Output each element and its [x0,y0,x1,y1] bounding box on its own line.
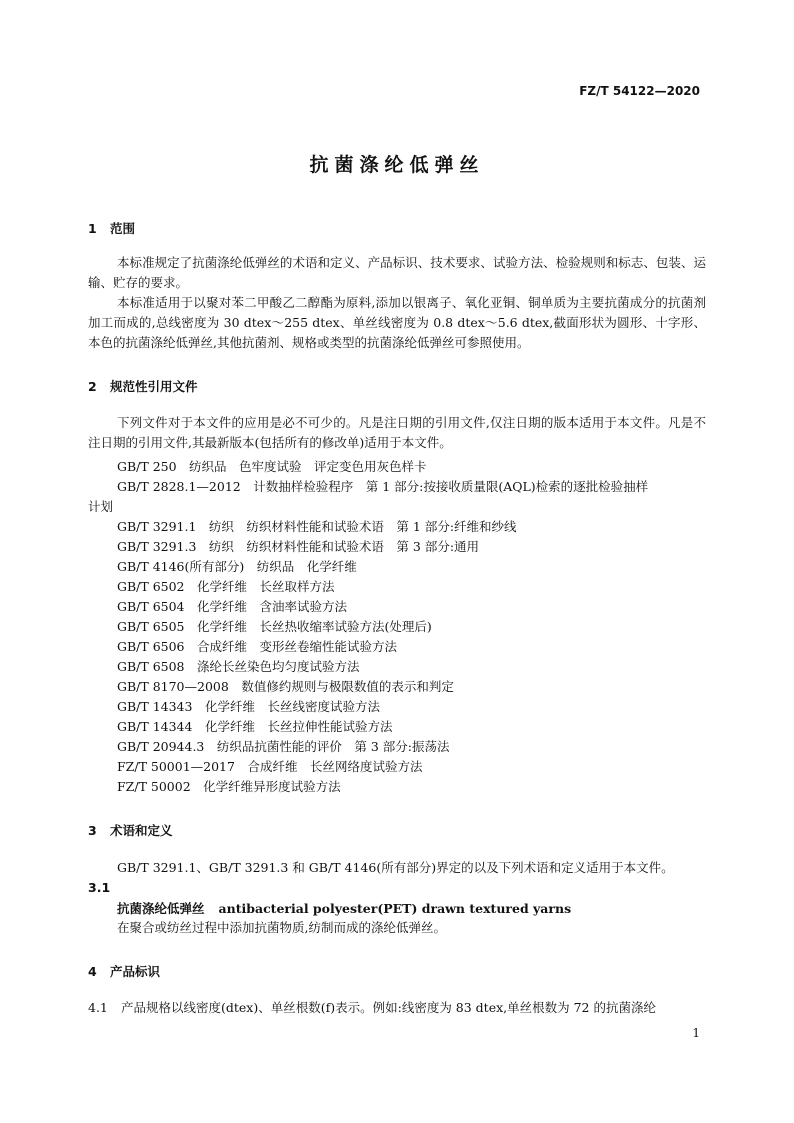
section-heading-scope [88,219,135,237]
reference-item: GB/T 8170—2008 数值修约规则与极限数值的表示和判定 [117,679,454,694]
section-heading-product-marking [88,962,160,980]
reference-item: GB/T 6506 合成纤维 变形丝卷缩性能试验方法 [117,639,398,654]
reference-item: GB/T 6508 涤纶长丝染色均匀度试验方法 [117,659,360,674]
reference-item: GB/T 20944.3 纺织品抗菌性能的评价 第 3 部分:振荡法 [117,739,450,754]
term-entry [117,899,571,917]
references-intro: 下列文件对于本文件的应用是必不可少的。凡是注日期的引用文件,仅注日期的版本适用于本文件。凡是不注日期的引用文件,其最新版本(包括所有的修改单)适用于本文件。 [88,415,706,450]
reference-item: GB/T 14344 化学纤维 长丝拉伸性能试验方法 [117,719,393,734]
section-number: 3 [88,823,97,838]
section-title: 术语和定义 [110,823,173,838]
scope-paragraph-2: 本标准适用于以聚对苯二甲酸乙二醇酯为原料,添加以银离子、氧化亚铜、铜单质为主要抗菌成分的抗菌剂加工而成的,总线密度为 30 dtex～255 dtex、单丝线密度为 0.8 dtex～5.6 dtex,截面形状为圆形、十字形、本色的抗菌涤纶低弹丝,其他抗菌剂、规格或类型的抗菌涤纶低弹丝可参照使用。 [88,295,706,350]
reference-item: GB/T 2828.1—2012 计数抽样检验程序 第 1 部分:按接收质量限(AQL)检索的逐批检验抽样 [117,479,649,494]
section-title: 产品标识 [110,964,161,979]
term-definition: 在聚合或纺丝过程中添加抗菌物质,纺制而成的涤纶低弹丝。 [117,920,446,935]
page-number: 1 [692,1026,700,1040]
section-number: 1 [88,221,97,236]
reference-item: GB/T 6502 化学纤维 长丝取样方法 [117,579,335,594]
reference-item: FZ/T 50002 化学纤维异形度试验方法 [117,779,341,794]
reference-item: GB/T 4146(所有部分) 纺织品 化学纤维 [117,559,357,574]
reference-item: GB/T 3291.3 纺织 纺织材料性能和试验术语 第 3 部分:通用 [117,539,480,554]
reference-item: FZ/T 50001—2017 合成纤维 长丝网络度试验方法 [117,759,423,774]
section-number: 2 [88,379,97,394]
standard-code: FZ/T 54122—2020 [579,84,700,98]
reference-item: GB/T 6505 化学纤维 长丝热收缩率试验方法(处理后) [117,619,432,634]
subsection-number: 3.1 [88,880,111,895]
terms-intro: GB/T 3291.1、GB/T 3291.3 和 GB/T 4146(所有部分)界定的以及下列术语和定义适用于本文件。 [117,860,674,875]
section-number: 4 [88,964,97,979]
section-title: 范围 [110,221,136,236]
reference-item: GB/T 3291.1 纺织 纺织材料性能和试验术语 第 1 部分:纤维和纱线 [117,519,517,534]
document-title: 抗菌涤纶低弹丝 [309,154,485,176]
term-chinese: 抗菌涤纶低弹丝 [117,901,205,916]
subsection-number: 4.1 [88,1000,108,1015]
section-title: 规范性引用文件 [110,379,198,394]
reference-item: GB/T 6504 化学纤维 含油率试验方法 [117,599,348,614]
reference-item: GB/T 250 纺织品 色牢度试验 评定变色用灰色样卡 [117,459,427,474]
reference-item-continuation: 计划 [88,499,114,514]
scope-paragraph-1: 本标准规定了抗菌涤纶低弹丝的术语和定义、产品标识、技术要求、试验方法、检验规则和标志、包装、运输、贮存的要求。 [88,255,706,290]
product-marking-text: 产品规格以线密度(dtex)、单丝根数(f)表示。例如:线密度为 83 dtex,单丝根数为 72 的抗菌涤纶 [121,1000,656,1015]
section-heading-terms-definitions [88,821,173,839]
reference-item: GB/T 14343 化学纤维 长丝线密度试验方法 [117,699,380,714]
section-heading-normative-references [88,377,198,395]
term-english: antibacterial polyester(PET) drawn textured yarns [218,901,572,916]
